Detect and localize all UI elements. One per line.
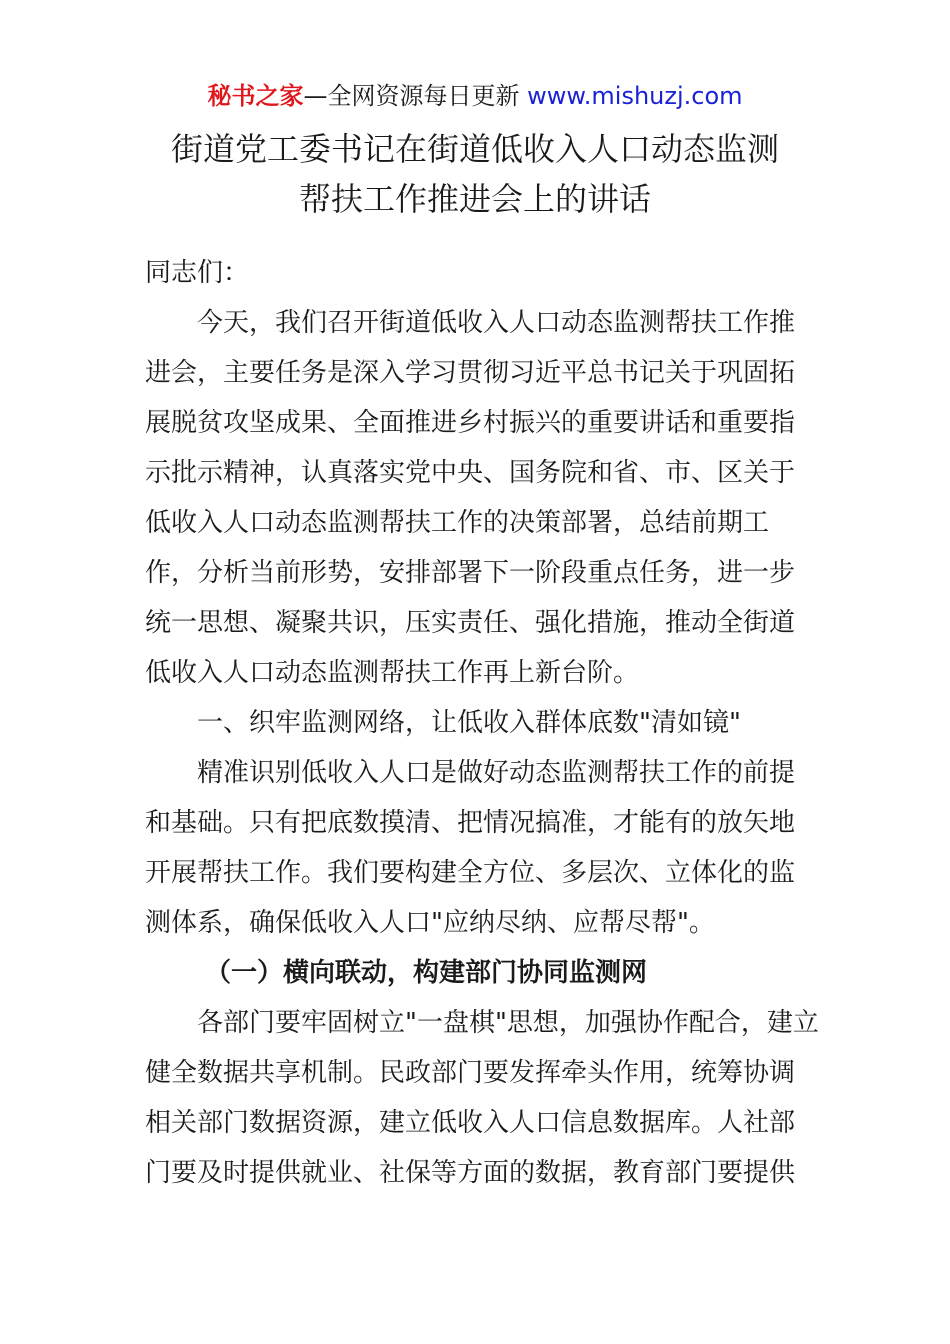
paragraph-line: 示批示精神，认真落实党中央、国务院和省、市、区关于	[145, 458, 796, 488]
subsection-heading: （一）横向联动，构建部门协同监测网	[205, 958, 648, 988]
paragraph-line: 作，分析当前形势，安排部署下一阶段重点任务，进一步	[145, 558, 796, 588]
paragraph-line: 今天，我们召开街道低收入人口动态监测帮扶工作推	[197, 308, 796, 338]
paragraph-line: 开展帮扶工作。我们要构建全方位、多层次、立体化的监	[145, 858, 796, 888]
title-line-1: 街道党工委书记在街道低收入人口动态监测	[170, 130, 779, 168]
paragraph-line: 测体系，确保低收入人口"应纳尽纳、应帮尽帮"。	[145, 908, 715, 938]
brand-name: 秘书之家	[207, 82, 304, 110]
paragraph-line: 精准识别低收入人口是做好动态监测帮扶工作的前提	[197, 758, 796, 788]
paragraph-line: 相关部门数据资源，建立低收入人口信息数据库。人社部	[145, 1108, 796, 1138]
paragraph-line: 门要及时提供就业、社保等方面的数据，教育部门要提供	[145, 1158, 796, 1188]
salutation: 同志们：	[145, 258, 250, 288]
paragraph-line: 统一思想、凝聚共识，压实责任、强化措施，推动全街道	[145, 608, 796, 638]
document-body	[145, 248, 819, 1198]
header-tagline: —全网资源每日更新	[303, 82, 528, 110]
paragraph-line: 低收入人口动态监测帮扶工作的决策部署，总结前期工	[145, 508, 770, 538]
paragraph-line: 和基础。只有把底数摸清、把情况搞准，才能有的放矢地	[145, 808, 796, 838]
site-header	[0, 80, 950, 112]
title-line-2: 帮扶工作推进会上的讲话	[298, 180, 651, 218]
paragraph-line: 各部门要牢固树立"一盘棋"思想，加强协作配合，建立	[197, 1008, 819, 1038]
site-url[interactable]: www.mishuzj.com	[527, 82, 743, 110]
paragraph-line: 低收入人口动态监测帮扶工作再上新台阶。	[145, 658, 640, 688]
paragraph-line: 进会，主要任务是深入学习贯彻习近平总书记关于巩固拓	[145, 358, 796, 388]
paragraph-line: 展脱贫攻坚成果、全面推进乡村振兴的重要讲话和重要指	[145, 408, 796, 438]
paragraph-line: 健全数据共享机制。民政部门要发挥牵头作用，统筹协调	[145, 1058, 796, 1088]
section-heading: 一、织牢监测网络，让低收入群体底数"清如镜"	[197, 708, 741, 738]
document-title	[0, 124, 950, 224]
